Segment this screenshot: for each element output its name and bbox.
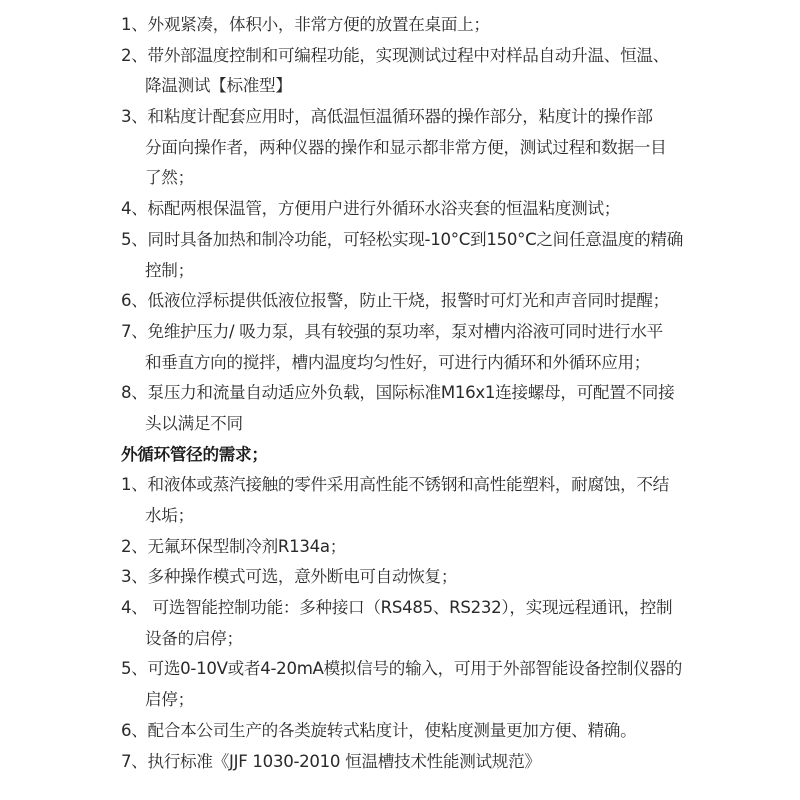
requirement-item-1: [121, 470, 681, 531]
item-text: 5、可选0-10V或者4-20mA模拟信号的输入，可用于外部智能设备控制仪器的: [121, 659, 683, 679]
feature-item-5: [121, 225, 684, 286]
item-text-continuation: 降温测试【标准型】: [145, 76, 292, 96]
requirement-item-5: [121, 654, 681, 715]
section-heading: 外循环管径的需求；: [121, 444, 268, 464]
feature-item-4: [121, 194, 681, 225]
item-text: 6、配合本公司生产的各类旋转式粘度计，使粘度测量更加方便、精确。: [121, 720, 637, 740]
feature-item-1: [121, 10, 681, 41]
item-text: 1、和液体或蒸汽接触的零件采用高性能不锈钢和高性能塑料，耐腐蚀，不结: [121, 475, 669, 495]
requirement-item-2: [121, 532, 681, 563]
item-text-continuation: 控制；: [145, 260, 194, 280]
requirement-item-3: [121, 562, 681, 593]
requirement-item-4: [121, 593, 681, 654]
requirement-item-7: [121, 747, 681, 778]
item-text-continuation: 水垢；: [145, 506, 194, 525]
feature-item-2: [121, 41, 681, 102]
item-text: 2、带外部温度控制和可编程功能，实现测试过程中对样品自动升温、恒温、: [121, 45, 669, 65]
item-text-continuation: 分面向操作者，两种仪器的操作和显示都非常方便，测试过程和数据一目: [145, 137, 667, 157]
item-text: 8、泵压力和流量自动适应外负载，国际标准M16x1连接螺母，可配置不同接: [121, 383, 675, 403]
item-text: 3、和粘度计配套应用时，高低温恒温循环器的操作部分，粘度计的操作部: [121, 107, 653, 127]
item-text: 5、同时具备加热和制冷功能，可轻松实现-10°C到150°C之间任意温度的精确: [121, 229, 684, 249]
item-text: 4、 可选智能控制功能：多种接口（RS485、RS232），实现远程通讯，控制: [121, 598, 673, 618]
item-text-continuation: 了然；: [145, 168, 194, 188]
item-text-continuation: 头以满足不同: [145, 413, 243, 433]
item-text: 1、外观紧凑，体积小，非常方便的放置在桌面上；: [121, 15, 490, 34]
requirement-list: [121, 470, 681, 777]
item-text: 4、标配两根保温管，方便用户进行外循环水浴夹套的恒温粘度测试；: [121, 199, 621, 219]
item-text: 7、免维护压力/ 吸力泵，具有较强的泵功率，泵对槽内浴液可同时进行水平: [121, 321, 663, 341]
item-text: 7、执行标准《JJF 1030-2010 恒温槽技术性能测试规范》: [121, 751, 541, 771]
item-text: 6、低液位浮标提供低液位报警，防止干烧，报警时可灯光和声音同时提醒；: [121, 291, 669, 311]
feature-item-8: [121, 378, 681, 439]
item-text-continuation: 设备的启停；: [145, 628, 243, 648]
document-body: [121, 10, 684, 777]
item-text-continuation: 启停；: [145, 690, 194, 710]
item-text-continuation: 和垂直方向的搅拌，槽内温度均匀性好，可进行内循环和外循环应用；: [145, 352, 651, 372]
feature-item-3: [121, 102, 681, 194]
item-text: 3、多种操作模式可选，意外断电可自动恢复；: [121, 567, 458, 587]
requirement-item-6: [121, 716, 681, 747]
feature-item-7: [121, 317, 681, 378]
feature-list: [121, 10, 684, 440]
item-text: 2、无氟环保型制冷剂R134a；: [121, 536, 347, 556]
feature-item-6: [121, 286, 681, 317]
